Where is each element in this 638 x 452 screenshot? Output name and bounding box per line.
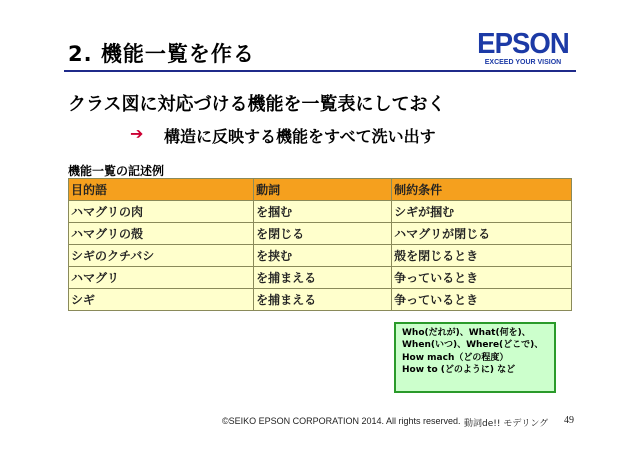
table-cell: ハマグリの肉: [69, 201, 254, 223]
arrow-icon: ➔: [130, 124, 144, 143]
table-cell: ハマグリの殻: [69, 223, 254, 245]
column-header-object: 目的語: [69, 179, 254, 201]
table-cell: を閉じる: [254, 223, 392, 245]
title-divider: [64, 70, 576, 72]
main-heading: クラス図に対応づける機能を一覧表にしておく: [68, 94, 446, 115]
table-cell: を掴む: [254, 201, 392, 223]
epson-logo: [468, 26, 578, 70]
table-row: [69, 223, 572, 245]
table-row: [69, 201, 572, 223]
table-cell: ハマグリ: [69, 267, 254, 289]
table-cell: を挟む: [254, 245, 392, 267]
logo-wordmark: EPSON: [477, 28, 569, 60]
table-cell: を捕まえる: [254, 267, 392, 289]
table-row: [69, 289, 572, 311]
note-line: How to (どのように) など: [402, 365, 516, 376]
logo-tagline: EXCEED YOUR VISION: [484, 59, 562, 66]
table-row: [69, 267, 572, 289]
table-cell: ハマグリが閉じる: [392, 223, 572, 245]
function-list-table: [68, 178, 572, 311]
table-cell: シギのクチバシ: [69, 245, 254, 267]
sub-heading: 構造に反映する機能をすべて洗い出す: [164, 127, 436, 146]
note-line: Who(だれが)、What(何を)、: [402, 328, 531, 338]
footer-copyright: ©SEIKO EPSON CORPORATION 2014. All rights reserved.: [222, 416, 461, 426]
table-cell: 争っているとき: [392, 267, 572, 289]
table-cell: を捕まえる: [254, 289, 392, 311]
column-header-constraint: 制約条件: [392, 179, 572, 201]
table-cell: 殻を閉じるとき: [392, 245, 572, 267]
page-number: 49: [564, 415, 574, 426]
note-line: How mach（どの程度）: [402, 352, 509, 363]
table-cell: シギ: [69, 289, 254, 311]
table-row: [69, 245, 572, 267]
table-header-row: [69, 179, 572, 201]
page-title: 2. 機能一覧を作る: [68, 42, 255, 66]
footer-series-title: 動詞de!! モデリング: [464, 419, 549, 429]
column-header-verb: 動詞: [254, 179, 392, 201]
callout-note: [394, 322, 556, 393]
note-line: When(いつ)、Where(どこで)、: [402, 340, 544, 351]
table-caption: 機能一覧の記述例: [68, 164, 165, 178]
table-cell: 争っているとき: [392, 289, 572, 311]
table-cell: シギが掴む: [392, 201, 572, 223]
